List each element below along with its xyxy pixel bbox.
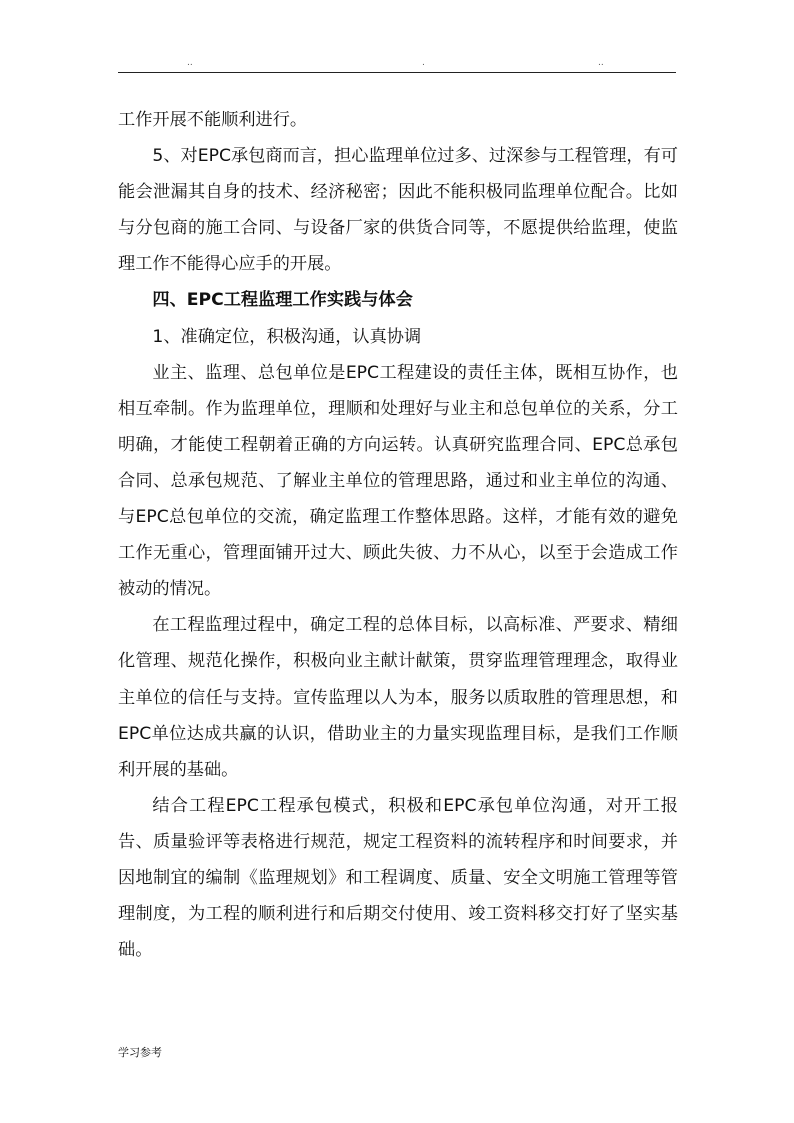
header-mark-left: .. [187,58,193,68]
paragraph-item-5: 5、对EPC承包商而言，担心监理单位过多、过深参与工程管理，有可能会泄漏其自身的技术、经济秘密；因此不能积极同监理单位配合。比如与分包商的施工合同、与设备厂家的供货合同等，不愿提供给监理，使监理工作不能得心应手的开展。 [118,146,678,275]
document-body [118,102,678,968]
header-rule [118,72,676,73]
paragraph-responsibility: 业主、监理、总包单位是EPC工程建设的责任主体，既相互协作，也相互牵制。作为监理单位，理顺和处理好与业主和总包单位的关系，分工明确，才能使工程朝着正确的方向运转。认真研究监理合同、EPC总承包合同、总承包规范、了解业主单位的管理思路，通过和业主单位的沟通、与EPC总包单位的交流，确定监理工作整体思路。这样，才能有效的避免工作无重心，管理面铺开过大、顾此失彼、力不从心，以至于会造成工作被动的情况。 [118,362,678,600]
section-heading: 四、EPC工程监理工作实践与体会 [152,290,413,311]
header-mark-center: . [422,58,425,68]
header-mark-right: .. [598,58,604,68]
paragraph-continuation: 工作开展不能顺利进行。 [118,110,308,130]
paragraph-objectives: 在工程监理过程中，确定工程的总体目标，以高标准、严要求、精细化管理、规范化操作，积极向业主献计献策，贯穿监理管理理念，取得业主单位的信任与支持。宣传监理以人为本，服务以质取胜的管理思想，和EPC单位达成共赢的认识，借助业主的力量实现监理目标，是我们工作顺利开展的基础。 [118,615,678,780]
paragraph-epc-model: 结合工程EPC工程承包模式，积极和EPC承包单位沟通，对开工报告、质量验评等表格进行规范，规定工程资料的流转程序和时间要求，并因地制宜的编制《监理规划》和工程调度、质量、安全文明施工管理等管理制度，为工程的顺利进行和后期交付使用、竣工资料移交打好了坚实基础。 [118,795,678,961]
subsection-heading: 1、准确定位，积极沟通，认真协调 [152,326,422,347]
footer-label: 学习参考 [118,1046,162,1059]
